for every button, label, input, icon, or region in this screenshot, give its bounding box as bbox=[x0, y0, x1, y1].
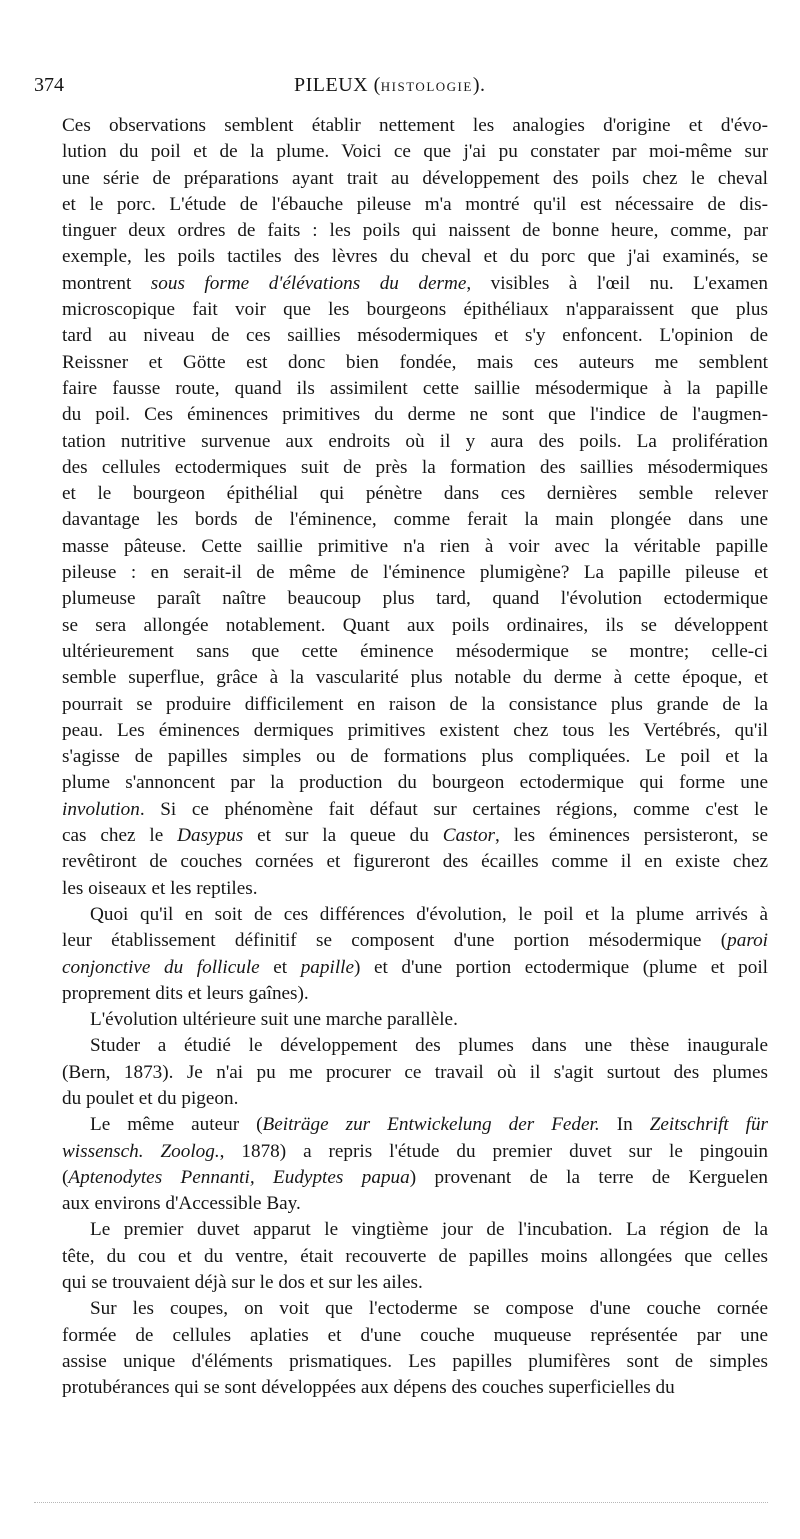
text-line: plumeuse paraît naître beaucoup plus tard, quand l'évolution ectodermique bbox=[62, 588, 768, 610]
paragraph bbox=[34, 1007, 768, 1033]
text-line: Reissner et Götte est donc bien fondée, mais ces auteurs me semblent bbox=[62, 351, 768, 373]
text-line: et le bourgeon épithélial qui pénètre dans ces dernières semble relever bbox=[62, 483, 768, 505]
text-line: Studer a étudié le développement des plumes dans une thèse inaugurale bbox=[90, 1035, 768, 1057]
text-line: proprement dits et leurs gaînes). bbox=[62, 982, 309, 1004]
text-line: masse pâteuse. Cette saillie primitive n'a rien à voir avec la véritable papille bbox=[62, 535, 768, 557]
text-line: L'évolution ultérieure suit une marche parallèle. bbox=[90, 1009, 458, 1031]
text-line: microscopique fait voir que les bourgeons épithéliaux n'apparaissent que plus bbox=[62, 299, 768, 321]
text-line: protubérances qui se sont développées aux dépens des couches superficielles du bbox=[62, 1377, 675, 1399]
text-line: aux environs d'Accessible Bay. bbox=[62, 1193, 301, 1215]
text-line: (Aptenodytes Pennanti, Eudyptes papua) provenant de la terre de Kerguelen bbox=[62, 1166, 768, 1188]
text-line: du poil. Ces éminences primitives du derme ne sont que l'indice de l'augmen- bbox=[62, 404, 768, 426]
text-line: faire fausse route, quand ils assimilent cette saillie mésodermique à la papille bbox=[62, 377, 768, 399]
running-title-main: PILEUX bbox=[294, 74, 369, 96]
text-line: montrent sous forme d'élévations du derme, visibles à l'œil nu. L'examen bbox=[62, 272, 768, 294]
text-line: qui se trouvaient déjà sur le dos et sur les ailes. bbox=[62, 1272, 423, 1294]
footer-rule bbox=[34, 1502, 768, 1503]
text-line: davantage les bords de l'éminence, comme ferait la main plongée dans une bbox=[62, 509, 768, 531]
paragraph bbox=[34, 902, 768, 1007]
text-line: plume s'annoncent par la production du bourgeon ectodermique qui forme une bbox=[62, 772, 768, 794]
text-line: du poulet et du pigeon. bbox=[62, 1087, 239, 1109]
text-line: des cellules ectodermiques suit de près la formation des saillies mésodermiques bbox=[62, 456, 768, 478]
text-line: s'agisse de papilles simples ou de formations plus compliquées. Le poil et la bbox=[62, 746, 768, 768]
text-line: wissensch. Zoolog., 1878) a repris l'étude du premier duvet sur le pingouin bbox=[62, 1140, 768, 1162]
paragraph bbox=[34, 1217, 768, 1296]
text-line: revêtiront de couches cornées et figureront des écailles comme il en existe chez bbox=[62, 851, 768, 873]
text-line: semble superflue, grâce à la vascularité plus notable du derme à cette époque, et bbox=[62, 667, 768, 689]
running-title: PILEUX (HISTOLOGIE). bbox=[294, 74, 486, 96]
running-title-sub: HISTOLOGIE bbox=[380, 79, 473, 94]
text-line: exemple, les poils tactiles des lèvres du cheval et du porc que j'ai examinés, se bbox=[62, 246, 768, 268]
text-line: assise unique d'éléments prismatiques. Les papilles plumifères sont de simples bbox=[62, 1350, 768, 1372]
text-line: une série de préparations ayant trait au développement des poils chez le cheval bbox=[62, 167, 768, 189]
body-text bbox=[34, 113, 768, 1402]
text-line: pourrait se produire difficilement en raison de la consistance plus grande de la bbox=[62, 693, 768, 715]
text-line: peau. Les éminences dermiques primitives existent chez tous les Vertébrés, qu'il bbox=[62, 719, 768, 741]
text-line: se sera allongée notablement. Quant aux poils ordinaires, ils se développent bbox=[62, 614, 768, 636]
text-line: Quoi qu'il en soit de ces différences d'évolution, le poil et la plume arrivés à bbox=[90, 903, 768, 925]
paragraph bbox=[34, 1033, 768, 1112]
text-line: formée de cellules aplaties et d'une couche muqueuse représentée par une bbox=[62, 1324, 768, 1346]
text-line: involution. Si ce phénomène fait défaut sur certaines régions, comme c'est le bbox=[62, 798, 768, 820]
text-line: pileuse : en serait-il de même de l'éminence plumigène? La papille pileuse et bbox=[62, 562, 768, 584]
text-line: tard au niveau de ces saillies mésodermiques et s'y enfoncent. L'opinion de bbox=[62, 325, 768, 347]
text-line: tinguer deux ordres de faits : les poils qui naissent de bonne heure, comme, par bbox=[62, 220, 768, 242]
paragraph bbox=[34, 113, 768, 902]
text-line: conjonctive du follicule et papille) et d'une portion ectodermique (plume et poil bbox=[62, 956, 768, 978]
page-number: 374 bbox=[34, 74, 64, 96]
paragraph bbox=[34, 1112, 768, 1217]
paragraph bbox=[34, 1296, 768, 1401]
text-line: Ces observations semblent établir nettement les analogies d'origine et d'évo- bbox=[62, 115, 768, 136]
text-line: Le même auteur (Beiträge zur Entwickelung der Feder. In Zeitschrift für bbox=[90, 1114, 768, 1136]
text-line: leur établissement définitif se composent d'une portion mésodermique (paroi bbox=[62, 930, 768, 952]
text-line: les oiseaux et les reptiles. bbox=[62, 877, 258, 899]
text-line: (Bern, 1873). Je n'ai pu me procurer ce travail où il s'agit surtout des plumes bbox=[62, 1061, 768, 1083]
text-line: Le premier duvet apparut le vingtième jour de l'incubation. La région de la bbox=[90, 1219, 768, 1241]
text-line: ultérieurement sans que cette éminence mésodermique se montre; celle-ci bbox=[62, 640, 768, 662]
text-line: tation nutritive survenue aux endroits où il y aura des poils. La prolifération bbox=[62, 430, 768, 452]
text-line: Sur les coupes, on voit que l'ectoderme se compose d'une couche cornée bbox=[90, 1298, 768, 1320]
text-line: et le porc. L'étude de l'ébauche pileuse m'a montré qu'il est nécessaire de dis- bbox=[62, 193, 768, 215]
page-header bbox=[34, 74, 760, 104]
text-line: cas chez le Dasypus et sur la queue du Castor, les éminences persisteront, se bbox=[62, 825, 768, 847]
text-line: lution du poil et de la plume. Voici ce que j'ai pu constater par moi-même sur bbox=[62, 141, 768, 163]
text-line: tête, du cou et du ventre, était recouverte de papilles moins allongées que celles bbox=[62, 1245, 768, 1267]
